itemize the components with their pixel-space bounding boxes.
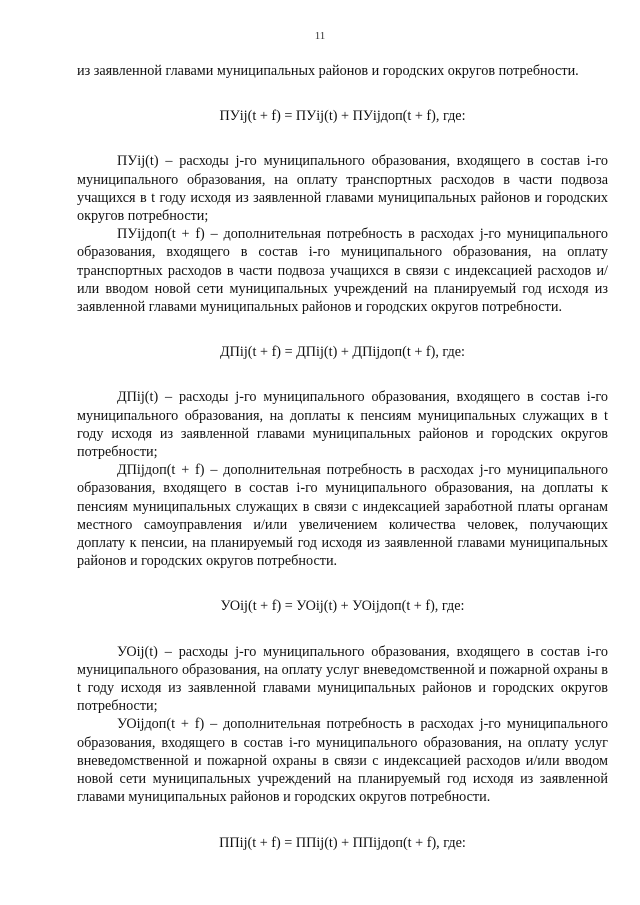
definition-dp: ДПij(t) – расходы j-го муниципального образования, входящего в состав i-го муниципального образования, на доплаты к пенсиям муниципальных служащих в t году исходя из заявленной главами муниципальных районов и городских округов потребности; [77,389,608,461]
intro-paragraph: из заявленной главами муниципальных районов и городских округов потребности. [77,63,579,79]
formula-dp: ДПij(t + f) = ДПij(t) + ДПijдоп(t + f), где: [220,344,465,361]
definition-pu: ПУij(t) – расходы j-го муниципального образования, входящего в состав i-го муниципального образования, на оплату транспортных расходов в части подвоза учащихся в t году исходя из заявленной главами муниципальных районов и городских округов потребности; [77,153,608,225]
formula-uo: УОij(t + f) = УОij(t) + УОijдоп(t + f), где: [220,598,465,615]
formula-pp: ППij(t + f) = ППij(t) + ППijдоп(t + f), где: [219,834,466,851]
definition-uo-dop: УОijдоп(t + f) – дополнительная потребность в расходах j-го муниципального образования, входящего в состав i-го муниципального образования, на оплату услуг вневедомственной и пожарной охраны в связи с индексацией расходов и/или вводом новой сети муниципальных учреждений на планируемый год исходя из заявленной главами муниципальных районов и городских округов потребности. [77,716,608,806]
document-body [77,62,608,852]
page-number: 11 [314,30,326,42]
definition-pu-dop: ПУijдоп(t + f) – дополнительная потребность в расходах j-го муниципального образования, входящего в состав i-го муниципального образования, на оплату транспортных расходов в части подвоза учащихся в связи с индексацией расходов и/или вводом новой сети муниципальных учреждений на планируемый год исходя из заявленной главами муниципальных районов и городских округов потребности. [77,226,608,316]
definition-dp-dop: ДПijдоп(t + f) – дополнительная потребность в расходах j-го муниципального образования, входящего в состав i-го муниципального образования, на доплаты к пенсиям муниципальных служащих в связи с индексацией заработной платы органам местного самоуправления и/или увеличением количества человек, получающих доплату к пенсии, на планируемый год исходя из заявленной главами муниципальных районов и городских округов потребности. [77,462,608,570]
definition-uo: УОij(t) – расходы j-го муниципального образования, входящего в состав i-го муниципального образования, на оплату услуг вневедомственной и пожарной охраны в t году исходя из заявленной главами муниципальных районов и городских округов потребности; [77,643,608,715]
formula-pu: ПУij(t + f) = ПУij(t) + ПУijдоп(t + f), где: [219,108,466,125]
